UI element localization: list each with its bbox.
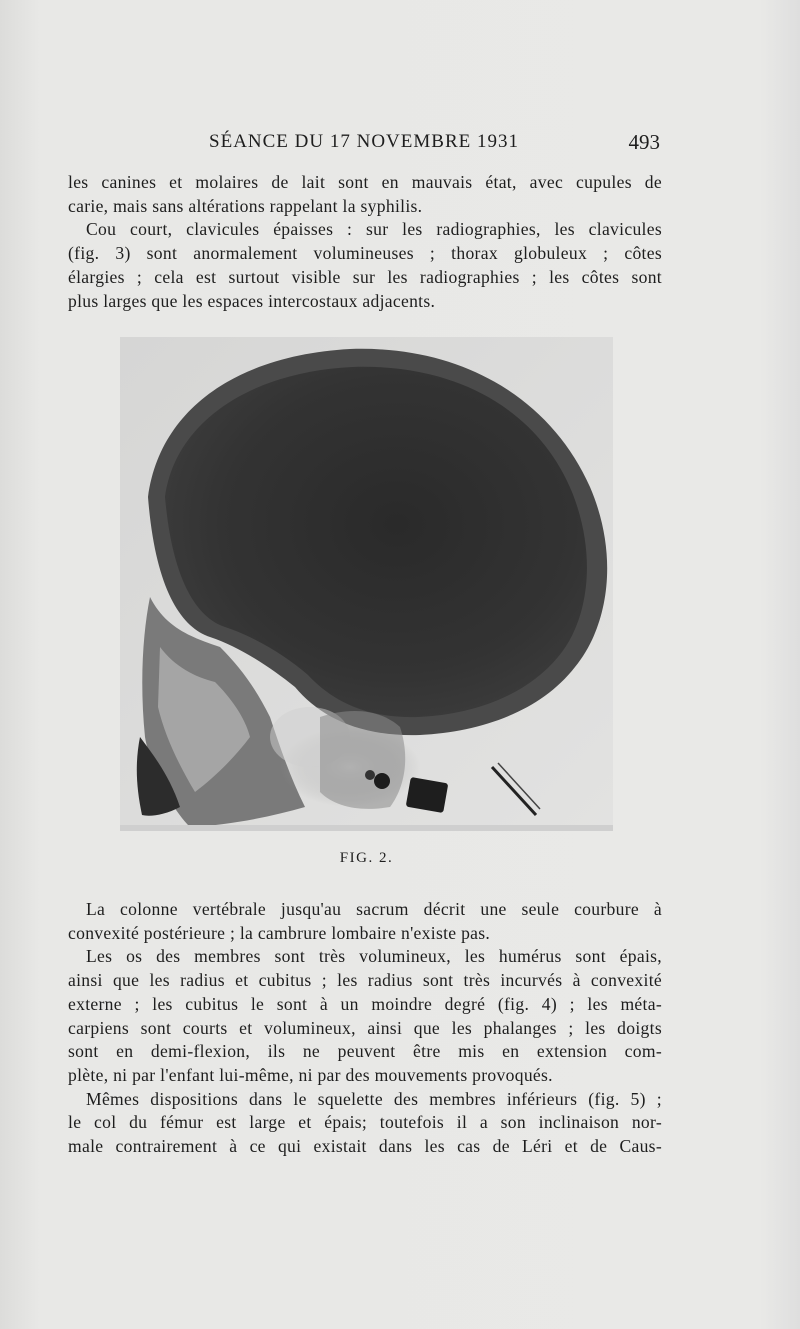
text-line: externe ; les cubitus le sont à un moindre degré (fig. 4) ; les méta- (68, 993, 662, 1014)
text-line: les canines et molaires de lait sont en mauvais état, avec cupules de (68, 172, 662, 192)
text-line: sont en demi-flexion, ils ne peuvent être mis en extension com- (68, 1041, 662, 1062)
text-line: carpiens sont courts et volumineux, ainsi que les phalanges ; les doigts (68, 1017, 662, 1038)
figure-caption: FIG. 2. (339, 850, 394, 866)
text-line: (fig. 3) sont anormalement volumineuses ; thorax globuleux ; côtes (68, 243, 662, 264)
text-block-top (68, 171, 662, 313)
text-line: élargies ; cela est surtout visible sur les radiographies ; les côtes sont (68, 266, 662, 287)
skull-xray-image (120, 337, 613, 831)
text-line: male contrairement à ce qui existait dans les cas de Léri et de Caus- (68, 1136, 662, 1157)
radiograph-figure (120, 337, 613, 831)
text-line: convexité postérieure ; la cambrure lombaire n'existe pas. (68, 922, 491, 943)
text-line: La colonne vertébrale jusqu'au sacrum décrit une seule courbure à (86, 899, 662, 919)
text-line: ainsi que les radius et cubitus ; les radius sont très incurvés à convexité (68, 970, 662, 991)
running-title: SÉANCE DU 17 NOVEMBRE 1931 (209, 131, 519, 152)
page-number: 493 (628, 130, 660, 154)
text-line: plus larges que les espaces intercostaux adjacents. (68, 290, 436, 311)
text-line: le col du fémur est large et épais; toutefois il a son inclinaison nor- (68, 1112, 662, 1133)
running-header (68, 128, 660, 158)
text-line: Les os des membres sont très volumineux, les humérus sont épais, (86, 946, 662, 967)
text-line: carie, mais sans altérations rappelant la syphilis. (68, 195, 423, 216)
text-line: Mêmes dispositions dans le squelette des membres inférieurs (fig. 5) ; (86, 1088, 662, 1109)
text-line: plète, ni par l'enfant lui-même, ni par des mouvements provoqués. (68, 1064, 553, 1085)
text-block-bottom (68, 898, 662, 1159)
text-line: Cou court, clavicules épaisses : sur les radiographies, les clavicules (86, 219, 662, 240)
